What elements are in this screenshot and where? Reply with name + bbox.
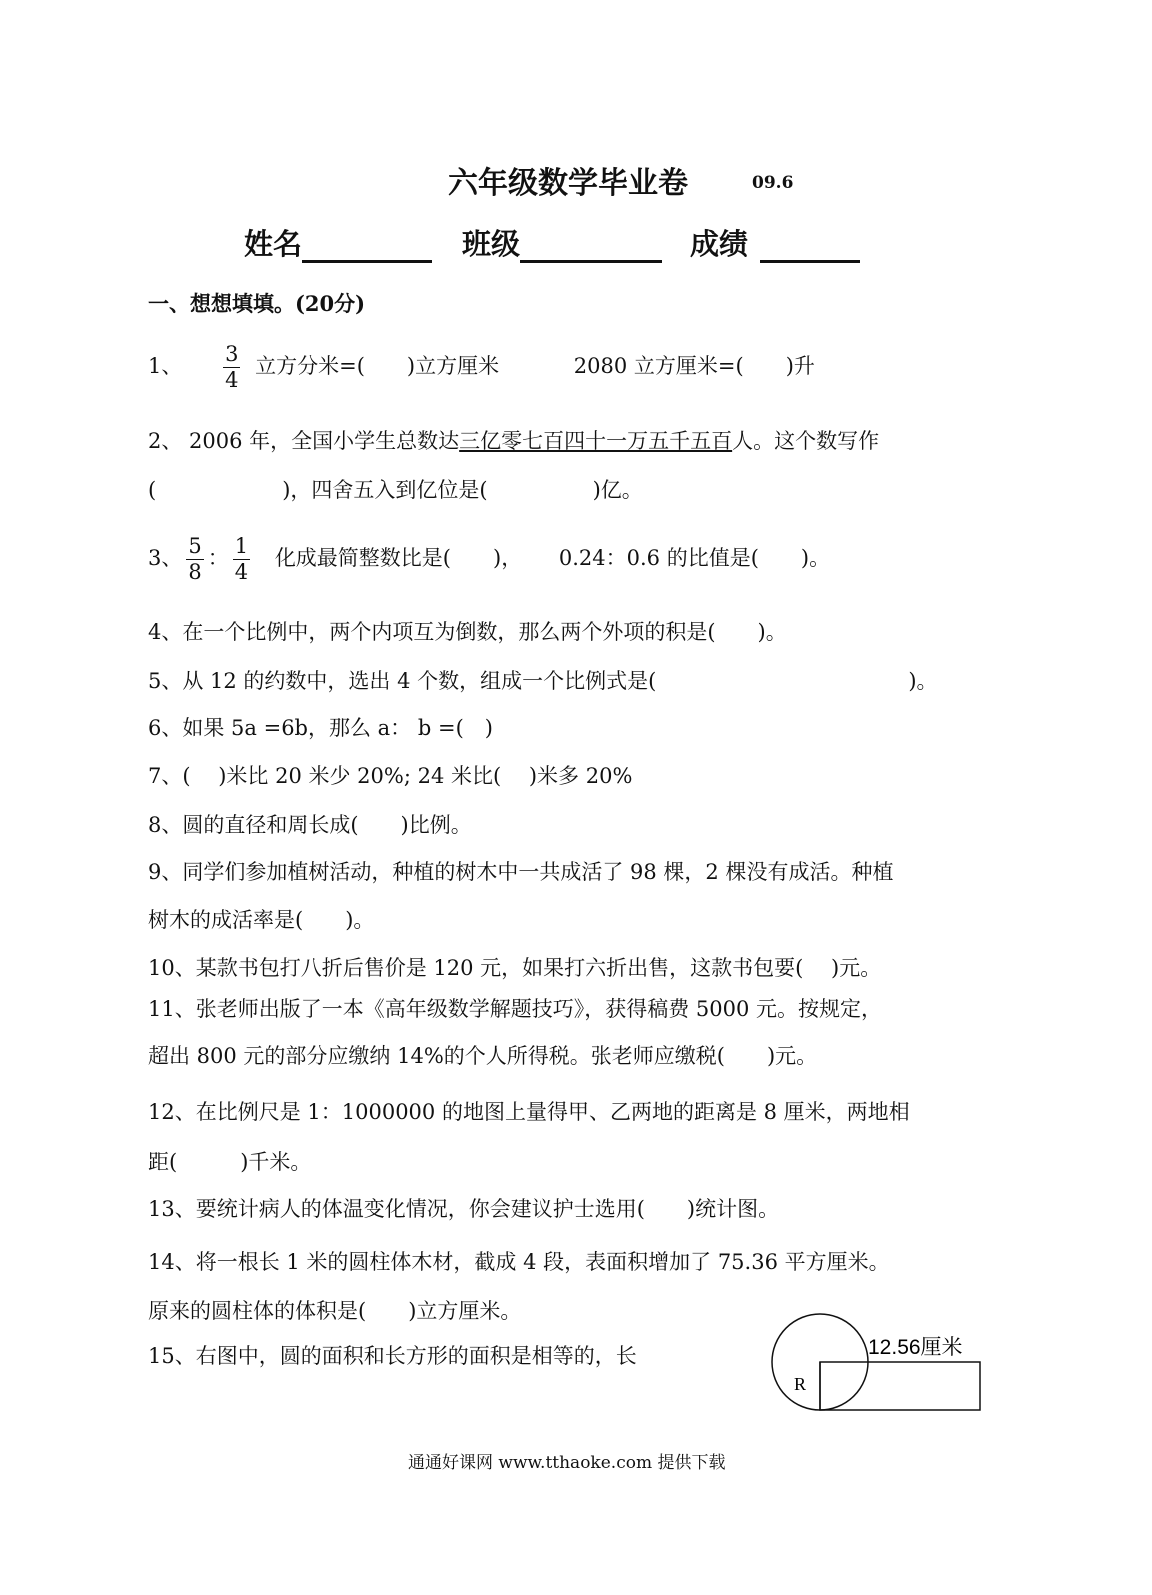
question-10: 10、某款书包打八折后售价是 120 元，如果打六折出售，这款书包要( )元。	[148, 956, 882, 980]
question-2-line2: ( )，四舍五入到亿位是( )亿。	[148, 478, 643, 502]
question-4: 4、在一个比例中，两个内项互为倒数，那么两个外项的积是( )。	[148, 620, 787, 644]
question-2-line1: 2、 2006 年，全国小学生总数达三亿零七百四十一万五千五百人。这个数写作	[148, 429, 880, 453]
section-heading: 一、想想填填。(20分)	[148, 291, 366, 316]
score-label: 成绩	[690, 227, 749, 261]
class-label: 班级	[462, 227, 521, 261]
question-9-line2: 树木的成活率是( )。	[148, 908, 375, 932]
question-12-line2: 距( )千米。	[148, 1150, 312, 1174]
length-label: 12.56厘米	[868, 1336, 963, 1359]
question-6: 6、如果 5a =6b，那么 a： b =( )	[148, 716, 493, 740]
question-12-line1: 12、在比例尺是 1：1000000 的地图上量得甲、乙两地的距离是 8 厘米，两地相	[148, 1100, 910, 1124]
question-5: 5、从 12 的约数中，选出 4 个数，组成一个比例式是( )。	[148, 669, 938, 693]
question-11-line1: 11、张老师出版了一本《高年级数学解题技巧》，获得稿费 5000 元。按规定，	[148, 997, 883, 1021]
fraction-5-8: $\frac{5}{8}$	[188, 534, 202, 584]
radius-label: R	[794, 1374, 807, 1394]
exam-title: 六年级数学毕业卷	[448, 166, 688, 201]
question-14-line2: 原来的圆柱体的体积是( )立方厘米。	[148, 1299, 522, 1323]
score-field[interactable]	[690, 222, 860, 263]
question-11-line2: 超出 800 元的部分应缴纳 14%的个人所得税。张老师应缴税( )元。	[148, 1044, 818, 1068]
name-field[interactable]	[244, 222, 432, 263]
question-8: 8、圆的直径和周长成( )比例。	[148, 813, 472, 837]
fraction-3-4: $\frac{3}{4}$	[225, 342, 239, 392]
exam-date: 09.6	[752, 173, 794, 193]
score-blank[interactable]	[760, 232, 860, 263]
name-label: 姓名	[244, 227, 303, 261]
fraction-1-4: $\frac{1}{4}$	[234, 534, 249, 584]
circle-rectangle-figure	[766, 1310, 988, 1416]
question-14-line1: 14、将一根长 1 米的圆柱体木材，截成 4 段，表面积增加了 75.36 平方厘米。	[148, 1250, 890, 1274]
question-13: 13、要统计病人的体温变化情况，你会建议护士选用( )统计图。	[148, 1197, 780, 1221]
question-9-line1: 9、同学们参加植树活动，种植的树木中一共成活了 98 棵，2 棵没有成活。种植	[148, 860, 894, 884]
class-field[interactable]	[462, 222, 662, 263]
footer-text: 通通好课网 www.tthaoke.com 提供下载	[408, 1453, 726, 1473]
question-7: 7、( )米比 20 米少 20%; 24 米比( )米多 20%	[148, 764, 633, 788]
name-blank[interactable]	[302, 232, 432, 263]
class-blank[interactable]	[520, 232, 662, 263]
question-3: 3、 $\frac{5}{8}$ ： $\frac{1}{4}$ 化成最简整数比是( )， 0.24：0.6 的比值是( )。	[148, 534, 831, 584]
question-15: 15、右图中，圆的面积和长方形的面积是相等的，长	[148, 1344, 637, 1368]
question-1: 1、 $\frac{3}{4}$ 立方分米=( )立方厘米 2080 立方厘米=( )升	[148, 342, 815, 392]
